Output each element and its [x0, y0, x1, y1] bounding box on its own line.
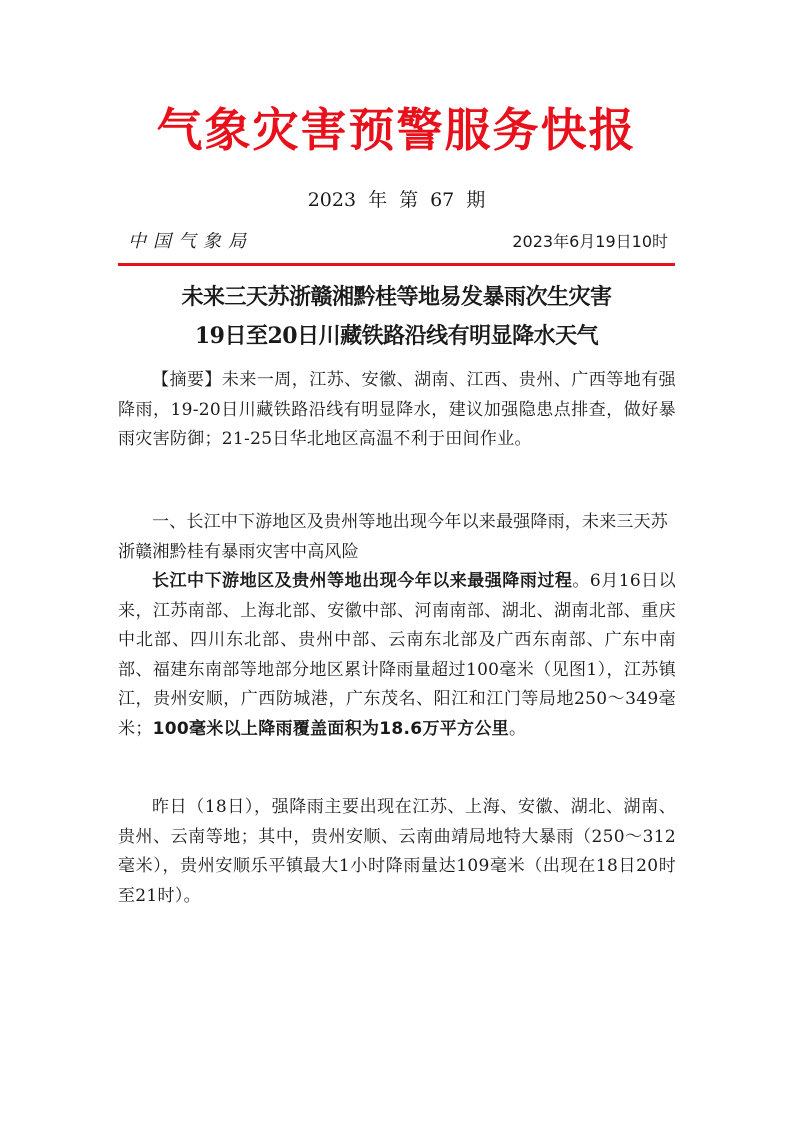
red-divider — [118, 263, 675, 266]
issue-num: 67 — [430, 189, 455, 211]
section-1-paragraph-1 — [118, 567, 676, 744]
issue-number — [0, 186, 793, 214]
headline-line-2: 19日至20日川藏铁路沿线有明显降水天气 — [194, 323, 599, 349]
issue-year-char: 年 — [368, 189, 388, 211]
section-1-heading: 一、长江中下游地区及贵州等地出现今年以来最强降雨，未来三天苏浙赣湘黔桂有暴雨灾害中高风险 — [118, 512, 668, 562]
para1-text: 。6月16日以来，江苏南部、上海北部、安徽中部、河南南部、湖北、湖南北部、重庆中北部、四川东北部、贵州中部、云南东北部及广西东南部、广东中南部、福建东南部等地部分地区累计降雨量超过100毫米（见图1），江苏镇江，贵州安顺，广西防城港，广东茂名、阳江和江门等局地250～349毫米； — [118, 571, 676, 739]
issue-di: 第 — [399, 189, 419, 211]
abstract-text: 未来一周，江苏、安徽、湖南、江西、贵州、广西等地有强降雨，19-20日川藏铁路沿线有明显降水，建议加强隐患点排查，做好暴雨灾害防御；21-25日华北地区高温不利于田间作业。 — [118, 370, 676, 449]
issuer-name: 中国气象局 — [128, 231, 253, 252]
issue-date: 2023年6月19日10时 — [512, 232, 668, 251]
para1-end: 。 — [508, 718, 527, 739]
headline-line-1: 未来三天苏浙赣湘黔桂等地易发暴雨次生灾害 — [181, 284, 612, 310]
masthead-title: 气象灾害预警服务快报 — [156, 103, 637, 157]
abstract-paragraph — [118, 366, 676, 455]
para1-bold-lead: 长江中下游地区及贵州等地出现今年以来最强降雨过程 — [152, 571, 573, 591]
para1-bold-end: 100毫米以上降雨覆盖面积为18.6万平方公里 — [152, 718, 509, 739]
issue-qi: 期 — [466, 189, 486, 211]
section-1-paragraph-2: 昨日（18日），强降雨主要出现在江苏、上海、安徽、湖北、湖南、贵州、云南等地；其中，贵州安顺、云南曲靖局地特大暴雨（250～312毫米），贵州安顺乐平镇最大1小时降雨量达109毫米（出现在18日20时至21时）。 — [118, 797, 676, 906]
issue-year: 2023 — [307, 189, 357, 211]
issuer-line — [128, 228, 668, 256]
abstract-label: 【摘要】 — [152, 370, 222, 390]
